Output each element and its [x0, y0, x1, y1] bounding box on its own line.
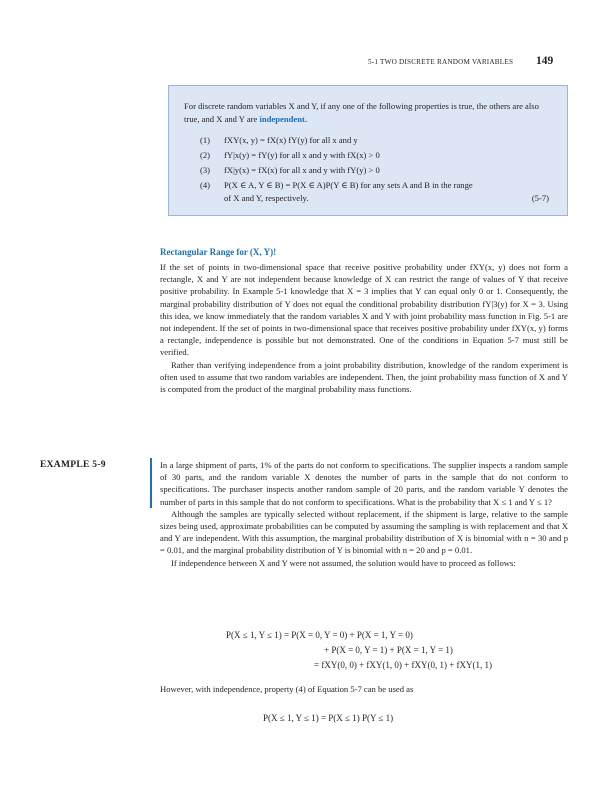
example-paragraph-2: Although the samples are typically selected without replacement, if the shipment is large, relative to the sample sizes being used, approximate probabilities can be computed by assuming the sampling is with replacement and that X and Y are independent. With this assumption, the marginal probability distribution of X is binomial with n = 30 and p = 0.01, and the marginal probability distribution of Y is binomial with n = 20 and p = 0.01.: [160, 508, 568, 556]
independence-box: [168, 85, 568, 216]
running-head: 5-1 TWO DISCRETE RANDOM VARIABLES: [368, 58, 514, 66]
property-2: [200, 149, 380, 162]
property-text: fY|x(y) = fY(y) for all x and y with fX(x) > 0: [224, 150, 380, 160]
property-text: P(X ∈ A, Y ∈ B) = P(X ∈ A)P(Y ∈ B) for any sets A and B in the range: [224, 180, 473, 190]
equation-line-1: P(X ≤ 1, Y ≤ 1) = P(X = 0, Y = 0) + P(X = 1, Y = 0): [226, 630, 413, 640]
equation-line-3: = fXY(0, 0) + fXY(1, 0) + fXY(0, 1) + fXY(1, 1): [314, 660, 493, 670]
example-paragraph-1: In a large shipment of parts, 1% of the parts do not conform to specifications. The supplier inspects a random sample of 30 parts, and the random variable X denotes the number of parts in the sample that do not conform to specifications. The purchaser inspects another random sample of 20 parts, and the random variable Y denotes the number of parts in this sample that do not conform to specifications. What is the probability that X ≤ 1 and Y ≤ 1?: [160, 460, 568, 507]
property-text: fXY(x, y) = fX(x) fY(y) for all x and y: [224, 135, 358, 145]
property-3: [200, 164, 380, 177]
property-4: [200, 179, 473, 192]
equation-line-2: + P(X = 0, Y = 1) + P(X = 1, Y = 1): [324, 645, 453, 655]
example-rule: [150, 458, 152, 508]
box-intro: [184, 100, 556, 126]
rectangular-range-section: [160, 246, 568, 395]
section-paragraph-1: If the set of points in two-dimensional space that receive positive probability under fXY(x, y) does not form a rectangle, X and Y are not independent because knowledge of X can restrict the range of values of Y that receive positive probability. In Example 5-1 knowledge that X = 3 implies that Y can equal only 0 or 1. Consequently, the marginal probability distribution of Y does not equal the conditional probability distribution fY|3(y) for X = 3. Using this idea, we know immediately that the random variables X and Y with joint probability mass function in Fig. 5-1 are not independent. If the set of points in two-dimensional space that receives positive probability under fXY(x, y) forms a rectangle, independence is possible but not demonstrated. One of the conditions in Equation 5-7 must still be verified.: [160, 262, 568, 358]
page-header: [0, 55, 609, 71]
box-intro-text: For discrete random variables X and Y, if any one of the following properties is true, the others are also true, and X and Y are: [184, 101, 539, 124]
section-heading: Rectangular Range for (X, Y)!: [160, 247, 277, 257]
example-body: [160, 459, 568, 569]
page-number: 149: [536, 55, 554, 67]
property-number: (1): [200, 135, 211, 145]
property-number: (4): [200, 180, 211, 190]
example-paragraph-3: If independence between X and Y were not assumed, the solution would have to proceed as follows:: [171, 557, 516, 568]
final-equation: P(X ≤ 1, Y ≤ 1) = P(X ≤ 1) P(Y ≤ 1): [263, 713, 394, 723]
independent-term: independent.: [259, 114, 308, 124]
property-text: fX|y(x) = fX(x) for all x and y with fY(y) > 0: [224, 165, 380, 175]
example-label: EXAMPLE 5-9: [40, 460, 106, 470]
property-number: (3): [200, 165, 211, 175]
closing-text: However, with independence, property (4) of Equation 5-7 can be used as: [160, 684, 414, 694]
property-4-continuation: of X and Y, respectively.: [224, 193, 309, 203]
equation-label: (5-7): [531, 193, 549, 203]
section-paragraph-2: Rather than verifying independence from a joint probability distribution, knowledge of the random experiment is often used to assume that two random variables are independent. Then, the joint probability mass function of X and Y is computed from the product of the marginal probability mass functions.: [160, 359, 568, 395]
property-1: [200, 134, 358, 147]
property-number: (2): [200, 150, 211, 160]
